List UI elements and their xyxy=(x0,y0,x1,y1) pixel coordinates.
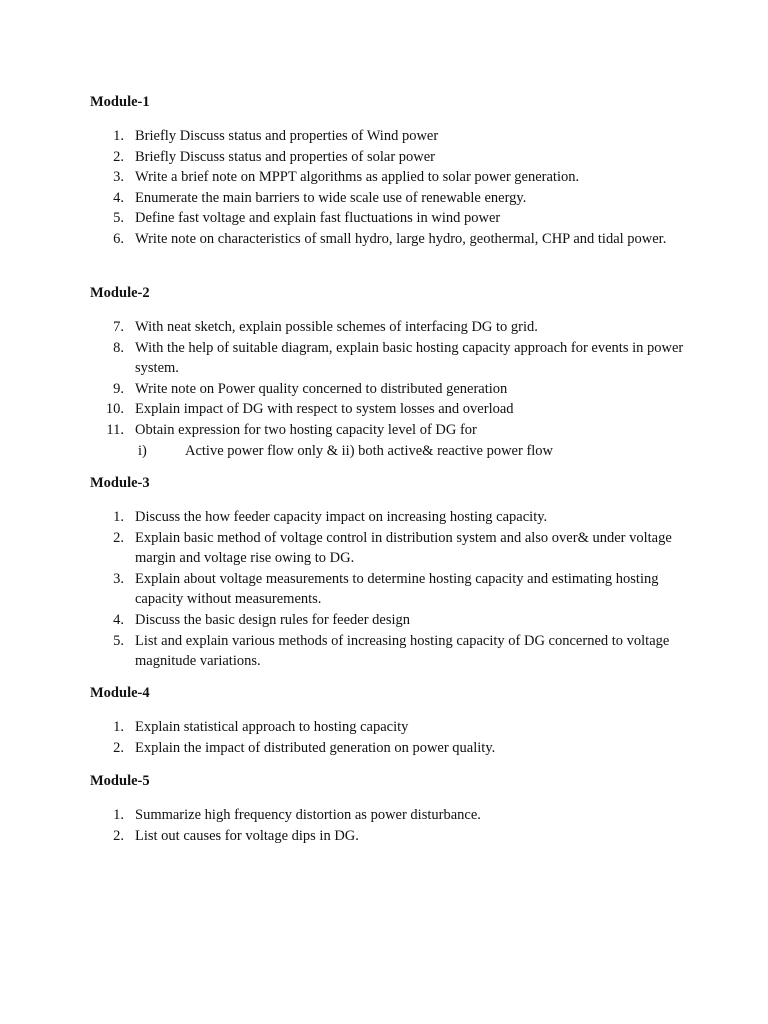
item-number: 6. xyxy=(113,230,124,247)
item-number: 1. xyxy=(113,128,124,144)
list-item xyxy=(90,147,690,168)
item-number: 4. xyxy=(113,189,124,206)
list-item xyxy=(90,338,690,379)
item-text: Briefly Discuss status and properties of Wind power xyxy=(135,128,439,144)
list-item xyxy=(90,569,690,610)
sub-item-text: Active power flow only & ii) both active& reactive power flow xyxy=(185,442,554,459)
item-text: Briefly Discuss status and properties of solar power xyxy=(135,148,436,165)
item-number: 1. xyxy=(113,509,124,525)
item-number: 2. xyxy=(113,827,124,844)
list-item xyxy=(90,126,690,147)
item-text: Discuss the basic design rules for feeder design xyxy=(135,611,411,628)
item-text: Explain the impact of distributed generation on power quality. xyxy=(135,739,496,756)
item-number: 5. xyxy=(113,632,124,649)
item-text: Write note on Power quality concerned to distributed generation xyxy=(135,380,508,397)
module-title: Module-1 xyxy=(90,94,150,110)
item-number: 1. xyxy=(113,719,124,735)
item-number: 11. xyxy=(106,421,124,438)
list-item xyxy=(90,717,690,738)
list-item xyxy=(90,631,690,672)
item-number: 3. xyxy=(113,169,124,186)
item-text: List out causes for voltage dips in DG. xyxy=(135,827,359,844)
list-item xyxy=(90,805,690,826)
item-number: 8. xyxy=(113,339,124,356)
item-text: List and explain various methods of increasing hosting capacity of DG concerned to voltage magnitude variations. xyxy=(135,632,670,670)
item-text: Explain basic method of voltage control in distribution system and also over& under voltage margin and voltage rise owing to DG. xyxy=(135,529,672,567)
module-title: Module-2 xyxy=(90,285,150,301)
item-number: 2. xyxy=(113,529,124,546)
item-text: Define fast voltage and explain fast fluctuations in wind power xyxy=(135,210,501,227)
question-list xyxy=(90,317,690,441)
question-list xyxy=(90,717,690,758)
item-number: 1. xyxy=(113,807,124,823)
question-list xyxy=(90,805,690,846)
list-item xyxy=(90,826,690,847)
item-text: Explain impact of DG with respect to system losses and overload xyxy=(135,401,514,418)
item-number: 2. xyxy=(113,739,124,756)
sub-item xyxy=(90,441,690,462)
item-text: With neat sketch, explain possible schemes of interfacing DG to grid. xyxy=(135,319,538,335)
module-5-section xyxy=(90,771,690,846)
list-item xyxy=(90,379,690,400)
list-item xyxy=(90,208,690,229)
item-number: 9. xyxy=(113,380,124,397)
item-number: 10. xyxy=(105,401,124,418)
item-number: 3. xyxy=(113,570,124,587)
item-text: Explain statistical approach to hosting capacity xyxy=(135,719,409,735)
list-item xyxy=(90,420,690,441)
module-title: Module-3 xyxy=(90,475,150,491)
item-text: Write note on characteristics of small hydro, large hydro, geothermal, CHP and tidal power. xyxy=(135,230,667,247)
item-text: Enumerate the main barriers to wide scale use of renewable energy. xyxy=(135,189,527,206)
question-list xyxy=(90,126,690,250)
module-title: Module-5 xyxy=(90,773,150,789)
list-item xyxy=(90,399,690,420)
list-item xyxy=(90,317,690,338)
item-text: Write a brief note on MPPT algorithms as applied to solar power generation. xyxy=(135,169,580,186)
question-list xyxy=(90,507,690,672)
module-2-section xyxy=(90,283,690,461)
module-1-section xyxy=(90,92,690,250)
list-item xyxy=(90,528,690,569)
list-item xyxy=(90,229,690,250)
item-text: Obtain expression for two hosting capacity level of DG for xyxy=(135,421,477,438)
list-item xyxy=(90,610,690,631)
list-item xyxy=(90,738,690,759)
module-3-section xyxy=(90,473,690,672)
sub-item-number: i) xyxy=(138,442,147,459)
list-item xyxy=(90,507,690,528)
item-text: Explain about voltage measurements to determine hosting capacity and estimating hosting capacity without measurements. xyxy=(135,570,659,608)
item-number: 5. xyxy=(113,210,124,227)
list-item xyxy=(90,188,690,209)
module-4-section xyxy=(90,683,690,758)
item-text: Discuss the how feeder capacity impact on increasing hosting capacity. xyxy=(135,509,548,525)
item-number: 4. xyxy=(113,611,124,628)
item-number: 2. xyxy=(113,148,124,165)
list-item xyxy=(90,167,690,188)
item-text: Summarize high frequency distortion as power disturbance. xyxy=(135,807,481,823)
item-text: With the help of suitable diagram, explain basic hosting capacity approach for events in power system. xyxy=(135,339,684,377)
module-title: Module-4 xyxy=(90,685,150,701)
item-number: 7. xyxy=(113,319,124,335)
